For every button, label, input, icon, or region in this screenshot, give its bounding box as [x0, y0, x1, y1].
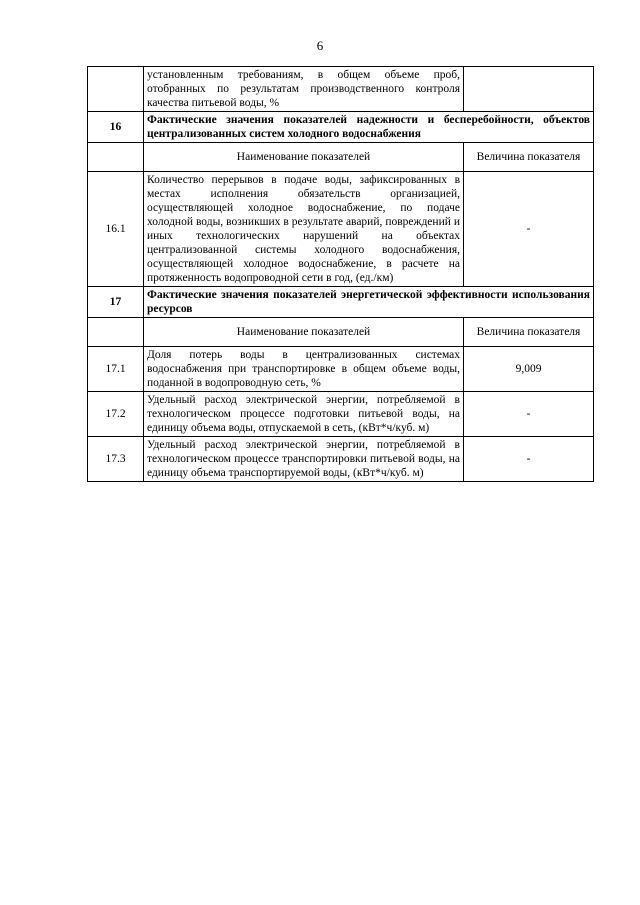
row-number: 17.2 — [88, 392, 144, 437]
row-number: 17.3 — [88, 437, 144, 482]
section-row-16 — [88, 112, 594, 143]
indicator-description: Удельный расход электрической энергии, потребляемой в технологическом процессе подготовки питьевой воды, на единицу объема воды, отпускаемой в сеть, (кВт*ч/куб. м) — [144, 392, 464, 437]
column-header-name: Наименование показателей — [144, 143, 464, 172]
table-row-17-1 — [88, 347, 594, 392]
row-number: 16.1 — [88, 172, 144, 287]
table-row-16-1 — [88, 172, 594, 287]
column-header-value: Величина показателя — [464, 318, 594, 347]
section-row-17 — [88, 287, 594, 318]
table-row-17-2 — [88, 392, 594, 437]
indicators-table — [87, 66, 594, 482]
indicator-value — [464, 67, 594, 112]
indicator-value: - — [464, 392, 594, 437]
column-header-name: Наименование показателей — [144, 318, 464, 347]
section-number: 16 — [88, 112, 144, 143]
table-header-row — [88, 318, 594, 347]
row-number — [88, 67, 144, 112]
indicator-value: 9,009 — [464, 347, 594, 392]
section-number: 17 — [88, 287, 144, 318]
section-title: Фактические значения показателей надежности и бесперебойности, объектов централизованных систем холодного водоснабжения — [144, 112, 594, 143]
indicator-description: Доля потерь воды в централизованных системах водоснабжения при транспортировке в общем объеме воды, поданной в водопроводную сеть, % — [144, 347, 464, 392]
table-header-row — [88, 143, 594, 172]
page-number: 6 — [316, 38, 324, 53]
header-empty-cell — [88, 143, 144, 172]
indicator-value: - — [464, 172, 594, 287]
indicator-value: - — [464, 437, 594, 482]
row-number: 17.1 — [88, 347, 144, 392]
header-empty-cell — [88, 318, 144, 347]
indicator-description: Удельный расход электрической энергии, потребляемой в технологическом процессе транспортировки питьевой воды, на единицу объема транспортируемой воды, (кВт*ч/куб. м) — [144, 437, 464, 482]
column-header-value: Величина показателя — [464, 143, 594, 172]
table-row-continuation — [88, 67, 594, 112]
section-title: Фактические значения показателей энергетической эффективности использования ресурсов — [144, 287, 594, 318]
table-row-17-3 — [88, 437, 594, 482]
indicator-description: Количество перерывов в подаче воды, зафиксированных в местах исполнения обязательств организацией, осуществляющей холодное водоснабжение, по подаче холодной воды, возникших в результате аварий, повреждений и иных технологических нарушений на объектах централизованной системы холодного водоснабжения, осуществляющей холодное водоснабжение, в расчете на протяженность водопроводной сети в год, (ед./км) — [144, 172, 464, 287]
indicator-description: установленным требованиям, в общем объеме проб, отобранных по результатам производственного контроля качества питьевой воды, % — [144, 67, 464, 112]
